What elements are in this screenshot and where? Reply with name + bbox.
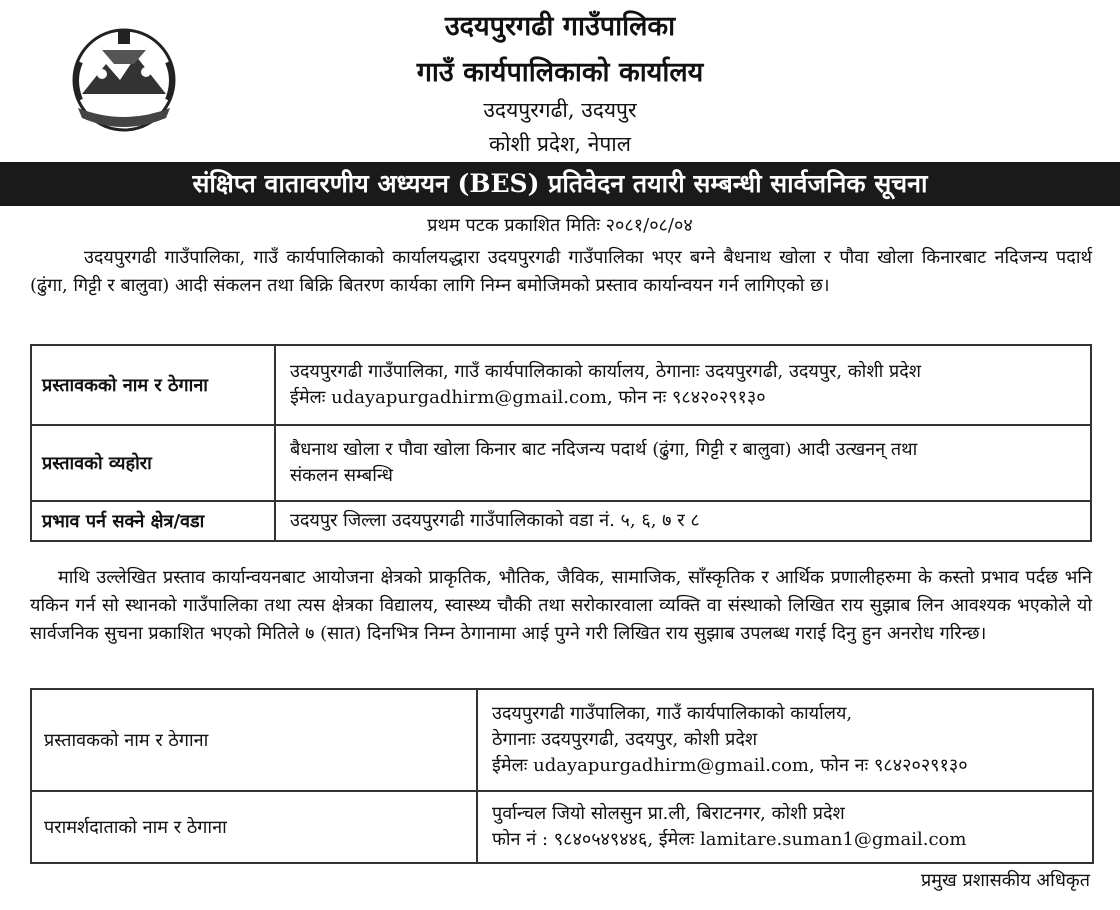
table-row [31, 345, 1091, 425]
row-label: प्रभाव पर्न सक्ने क्षेत्र/वडा [31, 501, 275, 541]
value-line: संकलन सम्बन्धि [290, 465, 393, 486]
row-label: परामर्शदाताको नाम र ठेगाना [31, 791, 477, 863]
row-label: प्रस्तावको व्यहोरा [31, 425, 275, 501]
intro-paragraph: उदयपुरगढी गाउँपालिका, गाउँ कार्यपालिकाको कार्यालयद्धारा उदयपुरगढी गाउँपालिका भएर बग्ने बैधनाथ खोला र पौवा खोला किनारबाट नदिजन्य पदार्थ (ढुंगा, गिट्टी र बालुवा) आदी संकलन तथा बिक्रि बितरण कार्यका लागि निम्न बमोजिमको प्रस्ताव कार्यान्वयन गर्न लागिएको छ। [30, 247, 1092, 296]
contact-table [30, 688, 1094, 864]
value-line: पुर्वान्चल जियो सोलसुन प्रा.ली, बिराटनगर, कोशी प्रदेश [492, 803, 845, 824]
table-row [31, 501, 1091, 541]
row-value [477, 791, 1093, 863]
office-address: उदयपुरगढी, उदयपुर [483, 98, 637, 122]
value-line: उदयपुरगढी गाउँपालिका, गाउँ कार्यपालिकाको कार्यालय, ठेगानाः उदयपुरगढी, उदयपुर, कोशी प्रदेश [290, 361, 921, 382]
row-value [275, 501, 1091, 541]
table-row [31, 791, 1093, 863]
table-row [31, 425, 1091, 501]
value-line: ठेगानाः उदयपुरगढी, उदयपुर, कोशी प्रदेश [492, 729, 758, 750]
proposal-table [30, 344, 1092, 542]
office-name: गाउँ कार्यपालिकाको कार्यालय [416, 57, 704, 88]
row-value [275, 345, 1091, 425]
body-paragraph: माथि उल्लेखित प्रस्ताव कार्यान्वयनबाट आयोजना क्षेत्रको प्राकृतिक, भौतिक, जैविक, सामाजिक, साँस्कृतिक र आर्थिक प्रणालीहरुमा के कस्तो प्रभाव पर्दछ भनि यकिन गर्न सो स्थानको गाउँपालिका तथा त्यस क्षेत्रका विद्यालय, स्वास्थ्य चौकी तथा सरोकारवाला व्यक्ति वा संस्थाको लिखित राय सुझाब लिन आवश्यक भएकोले यो सार्वजनिक सुचना प्रकाशित भएको मितिले ७ (सात) दिनभित्र निम्न ठेगानामा आई पुग्ने गरी लिखित राय सुझाब उपलब्ध गराई दिनु हुन अनरोध गरिन्छ। [30, 567, 1092, 644]
value-line: फोन नं : ९८४०५४९४४६, ईमेलः lamitare.suman1@gmail.com [492, 829, 967, 850]
notice-title-banner: संक्षिप्त वातावरणीय अध्ययन (BES) प्रतिवेदन तयारी सम्बन्धी सार्वजनिक सूचना [0, 162, 1120, 206]
value-line: उदयपुरगढी गाउँपालिका, गाउँ कार्यपालिकाको कार्यालय, [492, 703, 853, 724]
row-label: प्रस्तावकको नाम र ठेगाना [31, 345, 275, 425]
value-line: ईमेलः udayapurgadhirm@gmail.com, फोन नः ९८४२०२९१३० [492, 755, 968, 776]
office-province: कोशी प्रदेश, नेपाल [489, 132, 631, 156]
signatory-title: प्रमुख प्रशासकीय अधिकृत [921, 870, 1090, 891]
publication-date: प्रथम पटक प्रकाशित मितिः २०८१/०८/०४ [427, 215, 693, 236]
municipality-name: उदयपुरगढी गाउँपालिका [444, 11, 676, 42]
value-line: उदयपुर जिल्ला उदयपुरगढी गाउँपालिकाको वडा नं. ५, ६, ७ र ८ [290, 510, 700, 531]
row-value [275, 425, 1091, 501]
row-label: प्रस्तावकको नाम र ठेगाना [31, 689, 477, 791]
value-line: बैधनाथ खोला र पौवा खोला किनार बाट नदिजन्य पदार्थ (ढुंगा, गिट्टी र बालुवा) आदी उत्खनन् तथा [290, 439, 918, 460]
notice-header [0, 0, 1120, 160]
row-value [477, 689, 1093, 791]
table-row [31, 689, 1093, 791]
value-line: ईमेलः udayapurgadhirm@gmail.com, फोन नः ९८४२०२९१३० [290, 387, 766, 408]
